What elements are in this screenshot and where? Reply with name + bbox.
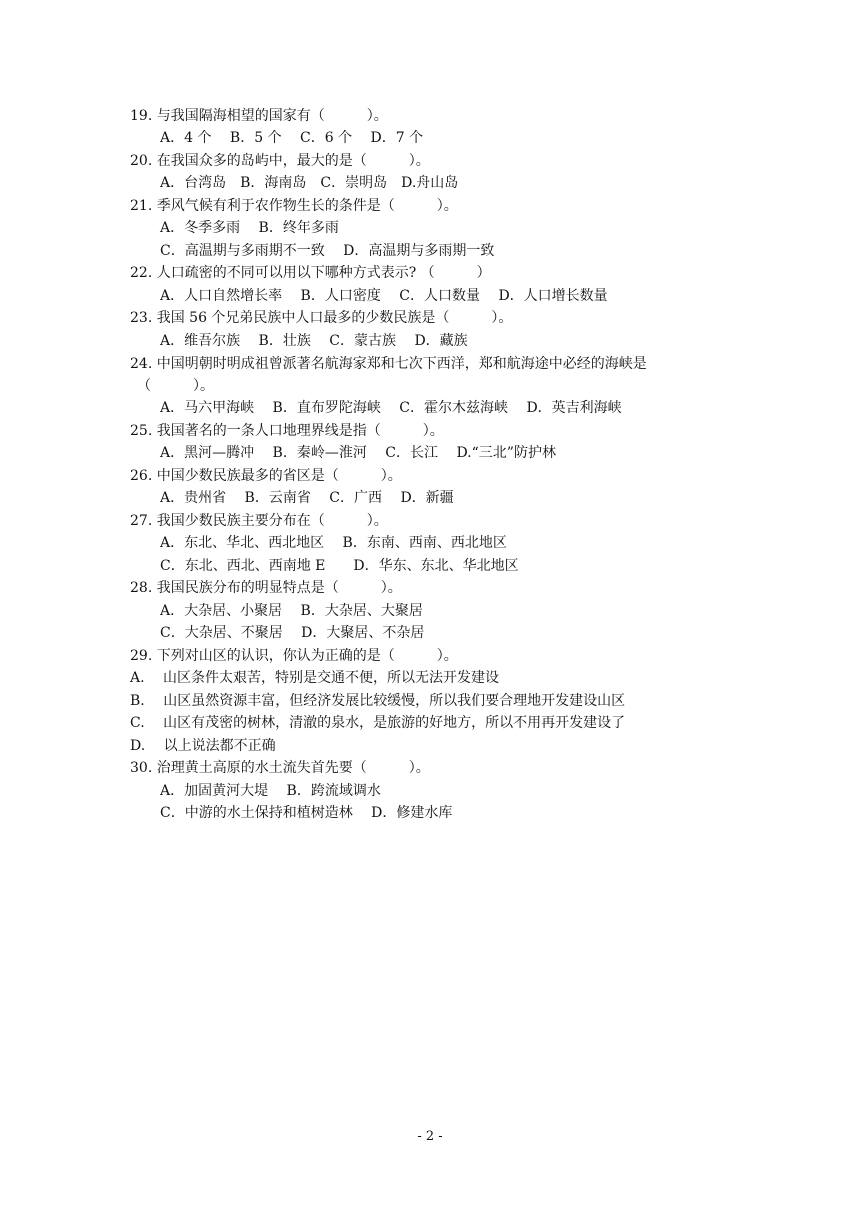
question-28-options-2: C．大杂居、不聚居 D．大聚居、不杂居: [160, 625, 425, 641]
question-24: 24. 中国明朝时明成祖曾派著名航海家郑和七次下西洋，郑和航海途中必经的海峡是: [130, 356, 647, 372]
question-24-blank: （ ）。: [137, 378, 214, 394]
question-29-option-a: A. 山区条件太艰苦，特别是交通不便，所以无法开发建设: [130, 670, 500, 686]
question-24-options: A．马六甲海峡 B．直布罗陀海峡 C．霍尔木兹海峡 D．英吉利海峡: [160, 400, 622, 416]
question-29-option-d: D. 以上说法都不正确: [130, 738, 276, 754]
question-19-options: A．4 个 B．5 个 C．6 个 D．7 个: [160, 130, 424, 146]
question-23-options: A．维吾尔族 B．壮族 C．蒙古族 D．藏族: [160, 333, 468, 349]
question-26-options: A．贵州省 B．云南省 C．广西 D．新疆: [160, 490, 454, 506]
page-number: - 2 -: [417, 1129, 443, 1144]
question-29-option-c: C. 山区有茂密的树林，清澈的泉水，是旅游的好地方，所以不用再开发建设了: [130, 715, 626, 731]
question-27-options-2: C．东北、西北、西南地 E D．华东、东北、华北地区: [160, 558, 519, 574]
question-21: 21. 季风气候有利于农作物生长的条件是（ ）。: [130, 198, 458, 214]
question-30-options-2: C．中游的水土保持和植树造林 D．修建水库: [160, 805, 453, 821]
question-30-options-1: A．加固黄河大堤 B．跨流域调水: [160, 783, 381, 799]
question-27: 27. 我国少数民族主要分布在（ ）。: [130, 513, 388, 529]
question-28: 28. 我国民族分布的明显特点是（ ）。: [130, 580, 402, 596]
question-29: 29. 下列对山区的认识，你认为正确的是（ ）。: [130, 648, 458, 664]
question-25-options: A．黑河—腾冲 B．秦岭—淮河 C．长江 D.“三北”防护林: [160, 445, 556, 461]
question-26: 26. 中国少数民族最多的省区是（ ）。: [130, 468, 402, 484]
question-25: 25. 我国著名的一条人口地理界线是指（ ）。: [130, 423, 444, 439]
question-22-options: A．人口自然增长率 B．人口密度 C．人口数量 D．人口增长数量: [160, 288, 608, 304]
question-21-options-2: C．高温期与多雨期不一致 D．高温期与多雨期一致: [160, 243, 495, 259]
question-29-option-b: B. 山区虽然资源丰富，但经济发展比较缓慢，所以我们要合理地开发建设山区: [130, 693, 626, 709]
question-23: 23. 我国 56 个兄弟民族中人口最多的少数民族是（ ）。: [130, 310, 513, 326]
question-19: 19. 与我国隔海相望的国家有（ ）。: [130, 108, 388, 124]
question-22: 22. 人口疏密的不同可以用以下哪种方式表示? （ ）: [130, 265, 491, 281]
question-28-options-1: A．大杂居、小聚居 B．大杂居、大聚居: [160, 603, 423, 619]
question-30: 30. 治理黄土高原的水土流失首先要（ ）。: [130, 760, 430, 776]
question-20: 20. 在我国众多的岛屿中，最大的是（ ）。: [130, 153, 430, 169]
question-20-options: A．台湾岛 B．海南岛 C．崇明岛 D.舟山岛: [160, 175, 459, 191]
question-21-options-1: A．冬季多雨 B．终年多雨: [160, 220, 339, 236]
question-27-options-1: A．东北、华北、西北地区 B．东南、西南、西北地区: [160, 535, 507, 551]
